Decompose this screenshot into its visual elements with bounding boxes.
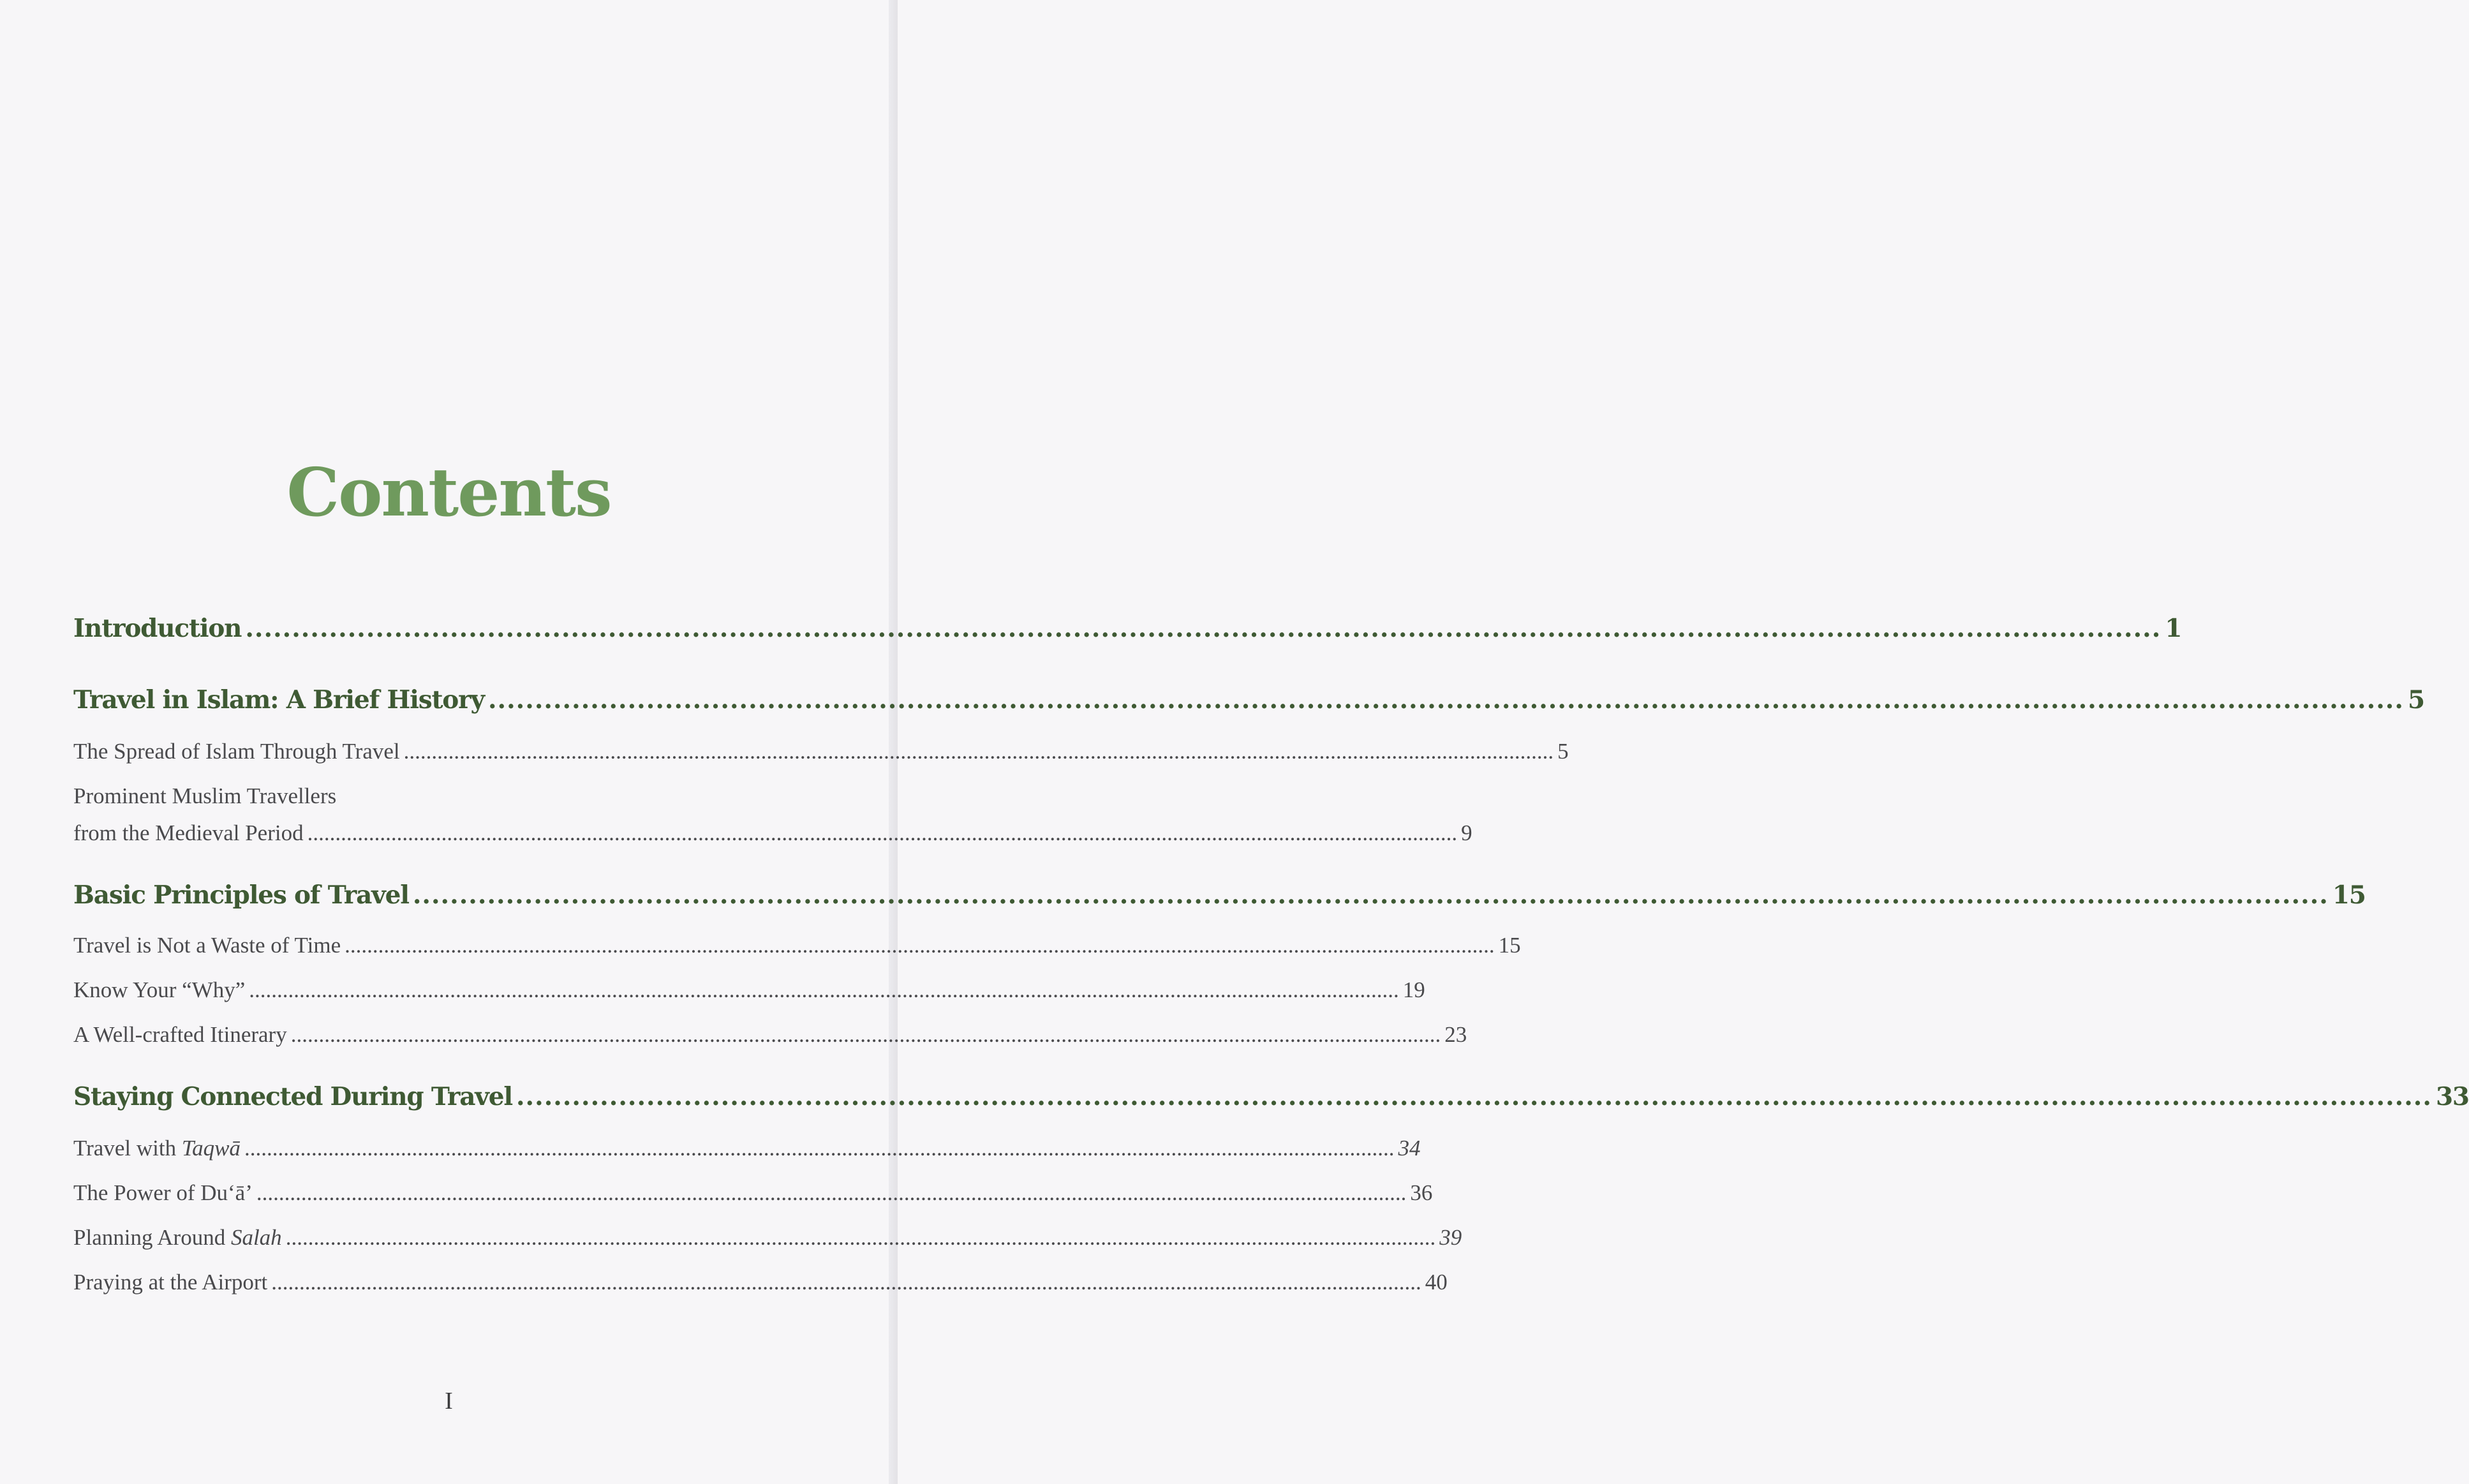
toc-section-title: Travel in Islam: A Brief History — [73, 685, 484, 715]
dot-leader: .............................................................................................................................................................................................................. — [307, 820, 1458, 845]
toc-page-number: 34 — [1398, 1136, 1421, 1161]
toc-entry-prominent-travellers[interactable] — [73, 820, 1472, 846]
title-italic: Salah — [230, 1225, 282, 1250]
title-prefix: Travel with — [73, 1136, 182, 1161]
toc-page-number: 9 — [1461, 820, 1472, 845]
toc-entry-title — [73, 1136, 241, 1161]
toc-entry-power-of-dua[interactable] — [73, 1180, 1433, 1206]
toc-entry-title: The Power of Du‘ā’ — [73, 1180, 253, 1205]
toc-section-title: Introduction — [73, 614, 242, 643]
toc-page-number: 15 — [1498, 933, 1521, 958]
toc-entry-praying-at-airport[interactable] — [73, 1270, 1448, 1295]
toc-page-number: 5 — [2407, 685, 2424, 715]
toc-entry-title: Travel is Not a Waste of Time — [73, 933, 341, 958]
page-folio: I — [445, 1388, 453, 1414]
toc-page-number: 19 — [1402, 977, 1425, 1002]
toc-page-number: 15 — [2332, 880, 2366, 910]
toc-section-basic-principles[interactable] — [73, 880, 2366, 910]
toc-page-number: 39 — [1439, 1225, 1462, 1250]
dot-leader: .............................................................................................................................................................................................................. — [256, 1180, 1407, 1205]
toc-entry-not-a-waste[interactable] — [73, 933, 1521, 958]
dot-leader: .............................................................................................................................................................................................................. — [290, 1022, 1441, 1047]
toc-entry-title: A Well-crafted Itinerary — [73, 1022, 287, 1047]
toc-entry-title: from the Medieval Period — [73, 820, 304, 845]
toc-entry-title — [73, 1225, 282, 1250]
toc-entry-title: The Spread of Islam Through Travel — [73, 739, 400, 764]
toc-section-title: Staying Connected During Travel — [73, 1082, 512, 1111]
toc-entry-title: Know Your “Why” — [73, 977, 246, 1002]
dot-leader: .............................................................................................................................................................................................................. — [487, 685, 2404, 715]
toc-page-number: 40 — [1425, 1270, 1448, 1295]
dot-leader: .............................................................................................................................................................................................................. — [412, 880, 2329, 910]
dot-leader: .............................................................................................................................................................................................................. — [244, 1136, 1395, 1161]
toc-page-number: 36 — [1410, 1180, 1433, 1205]
toc-entry-title-line1[interactable]: Prominent Muslim Travellers — [73, 783, 337, 808]
dot-leader: .............................................................................................................................................................................................................. — [345, 933, 1495, 958]
dot-leader: .............................................................................................................................................................................................................. — [271, 1270, 1421, 1295]
toc-page-number: 33 — [2435, 1082, 2469, 1111]
title-italic: Taqwā — [181, 1136, 241, 1161]
toc-section-introduction[interactable] — [73, 614, 2182, 643]
toc-section-staying-connected[interactable] — [73, 1082, 2469, 1111]
title-prefix: Planning Around — [73, 1225, 231, 1250]
dot-leader: .............................................................................................................................................................................................................. — [403, 739, 1554, 764]
toc-entry-travel-with-taqwa[interactable] — [73, 1136, 1421, 1161]
toc-entry-spread-of-islam[interactable] — [73, 739, 1569, 764]
toc-entry-planning-around-salah[interactable] — [73, 1225, 1462, 1250]
toc-section-travel-in-islam[interactable] — [73, 685, 2424, 715]
toc-entry-itinerary[interactable] — [73, 1022, 1467, 1048]
toc-entry-title: Praying at the Airport — [73, 1270, 268, 1295]
toc-page-number: 1 — [2165, 614, 2182, 643]
toc-section-title: Basic Principles of Travel — [73, 880, 409, 910]
dot-leader: .............................................................................................................................................................................................................. — [249, 977, 1399, 1002]
dot-leader: .............................................................................................................................................................................................................. — [285, 1225, 1436, 1250]
dot-leader: .............................................................................................................................................................................................................. — [245, 614, 2161, 643]
dot-leader: .............................................................................................................................................................................................................. — [515, 1082, 2432, 1111]
toc-page-number: 5 — [1557, 739, 1569, 764]
page-title: Contents — [286, 452, 611, 531]
toc-page-number: 23 — [1444, 1022, 1467, 1047]
toc-entry-know-your-why[interactable] — [73, 977, 1425, 1003]
